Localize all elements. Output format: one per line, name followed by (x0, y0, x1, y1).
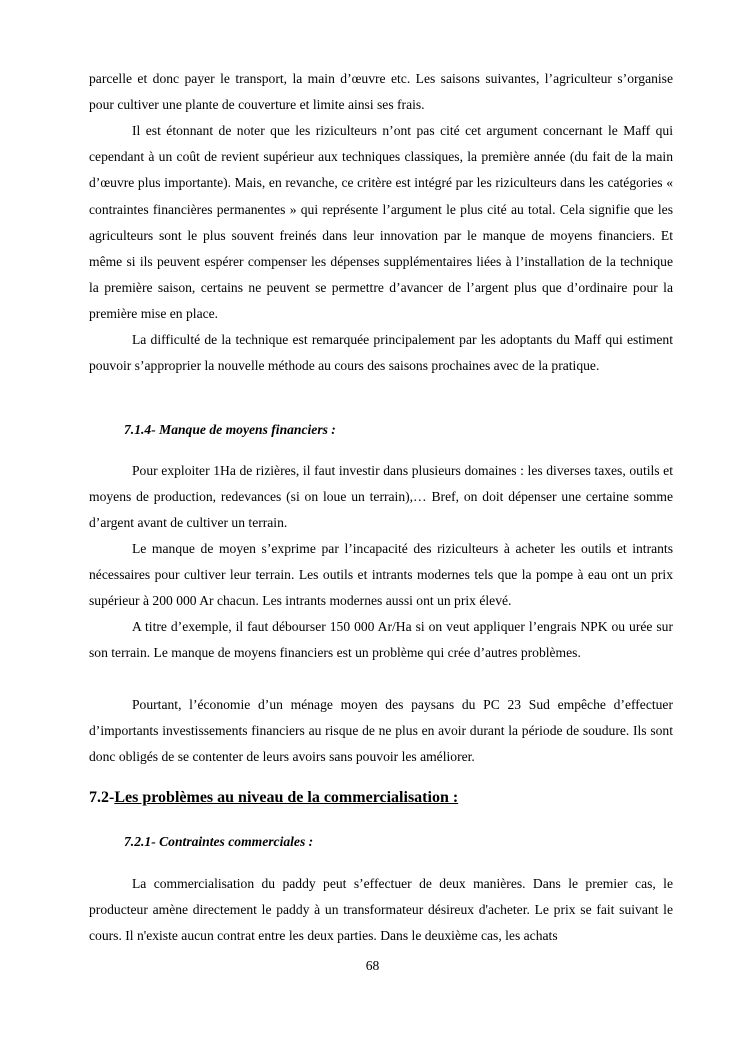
section-number: 7.2- (89, 789, 115, 806)
paragraph: Pourtant, l’économie d’un ménage moyen des paysans du PC 23 Sud empêche d’effectuer d’importants investissements financiers au risque de ne plus en avoir durant la période de soudure. Ils sont donc obligés de se contenter de leurs avoirs sans pouvoir les améliorer. (89, 697, 673, 765)
paragraph: Il est étonnant de noter que les riziculteurs n’ont pas cité cet argument concernant le Maff qui cependant à un coût de revient supérieur aux techniques classiques, la première année (du fait de la main d’œuvre plus importante). Mais, en revanche, ce critère est intégré par les riziculteurs dans les catégories « contraintes financières permanentes » qui représente l’argument le plus cité au total. Cela signifie que les agriculteurs sont le plus souvent freinés dans leur innovation par le manque de moyens financiers. Et même si ils peuvent espérer compenser les dépenses supplémentaires liées à l’installation de la technique la première saison, certains ne peuvent se permettre d’avancer de l’argent plus que d’ordinaire pour la première mise en place. (89, 123, 673, 322)
paragraph: A titre d’exemple, il faut débourser 150 000 Ar/Ha si on veut appliquer l’engrais NPK ou urée sur son terrain. Le manque de moyens financiers est un problème qui crée d’autres problèmes. (89, 619, 673, 661)
paragraph: Le manque de moyen s’exprime par l’incapacité des riziculteurs à acheter les outils et intrants nécessaires pour cultiver leur terrain. Les outils et intrants modernes tels que la pompe à eau ont un prix supérieur à 200 000 Ar chacun. Les intrants modernes aussi ont un prix élevé. (89, 541, 673, 609)
paragraph: La commercialisation du paddy peut s’effectuer de deux manières. Dans le premier cas, le producteur amène directement le paddy à un transformateur désireux d'acheter. Le prix se fait suivant le cours. Il n'existe aucun contrat entre les deux parties. Dans le deuxième cas, les achats (89, 876, 673, 944)
page-number: 68 (365, 958, 380, 973)
paragraph: parcelle et donc payer le transport, la main d’œuvre etc. Les saisons suivantes, l’agriculteur s’organise pour cultiver une plante de couverture et limite ainsi ses frais. (89, 71, 673, 113)
subsection-heading: 7.1.4- Manque de moyens financiers : (124, 422, 336, 437)
paragraph: La difficulté de la technique est remarquée principalement par les adoptants du Maff qui estiment pouvoir s’approprier la nouvelle méthode au cours des saisons prochaines avec de la pratique. (89, 332, 673, 374)
section-title: Les problèmes au niveau de la commercialisation : (114, 789, 459, 806)
paragraph: Pour exploiter 1Ha de rizières, il faut investir dans plusieurs domaines : les diverses taxes, outils et moyens de production, redevances (si on loue un terrain),… Bref, on doit dépenser une certaine somme d’argent avant de cultiver un terrain. (89, 463, 673, 531)
section-heading (89, 789, 458, 807)
subsection-heading: 7.2.1- Contraintes commerciales : (124, 834, 314, 849)
